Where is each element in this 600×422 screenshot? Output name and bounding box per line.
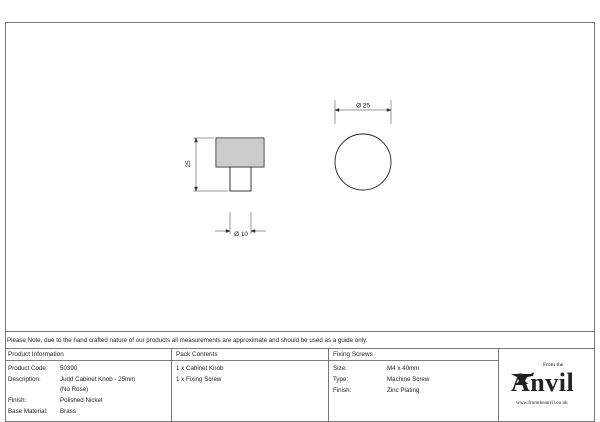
description-value: Judd Cabinet Knob - 25mm	[60, 376, 136, 383]
finish-label: Finish:	[8, 397, 27, 404]
from-the-anvil-logo	[505, 360, 597, 420]
pack-item-knob: 1 x Cabinet Knob	[176, 365, 224, 372]
product-code-label: Product Code:	[8, 365, 48, 372]
description-value-line2: (No Rose)	[60, 386, 89, 393]
head-diameter-label: Ø 25	[356, 102, 370, 110]
logo-from-the: From the	[543, 362, 564, 368]
screw-size-value: M4 x 40mm	[387, 365, 420, 372]
knob-side-view	[216, 138, 264, 191]
screw-size-label: Size:	[333, 365, 347, 372]
pack-item-screw: 1 x Fixing Screw	[176, 376, 222, 383]
product-code-value: 50390	[60, 365, 78, 372]
fixing-screws-title: Fixing Screws	[333, 351, 373, 358]
logo-brand: Anvil	[511, 368, 575, 397]
screw-finish-value: Zinc Plating	[387, 387, 420, 394]
base-material-label: Base Material:	[8, 408, 48, 415]
logo-url: www.fromtheanvil.co.uk	[516, 400, 568, 406]
screw-type-value: Machine Screw	[387, 376, 430, 383]
measurement-notice: Please Note, due to the hand crafted nature of our products all measurements are approximate and should be used as a guide only.	[7, 337, 368, 344]
screw-finish-label: Finish:	[333, 387, 352, 394]
description-label: Description:	[8, 376, 41, 383]
knob-spindle	[230, 167, 251, 191]
product-info-title: Product Information	[8, 351, 64, 358]
screw-type-label: Type:	[333, 376, 349, 383]
height-label: 25	[185, 160, 192, 168]
finish-value: Polished Nickel	[60, 397, 103, 404]
spindle-diameter-label: Ø 10	[234, 231, 248, 238]
knob-top-view	[335, 134, 391, 190]
pack-contents-title: Pack Contents	[176, 351, 218, 358]
base-material-value: Brass	[60, 408, 76, 415]
